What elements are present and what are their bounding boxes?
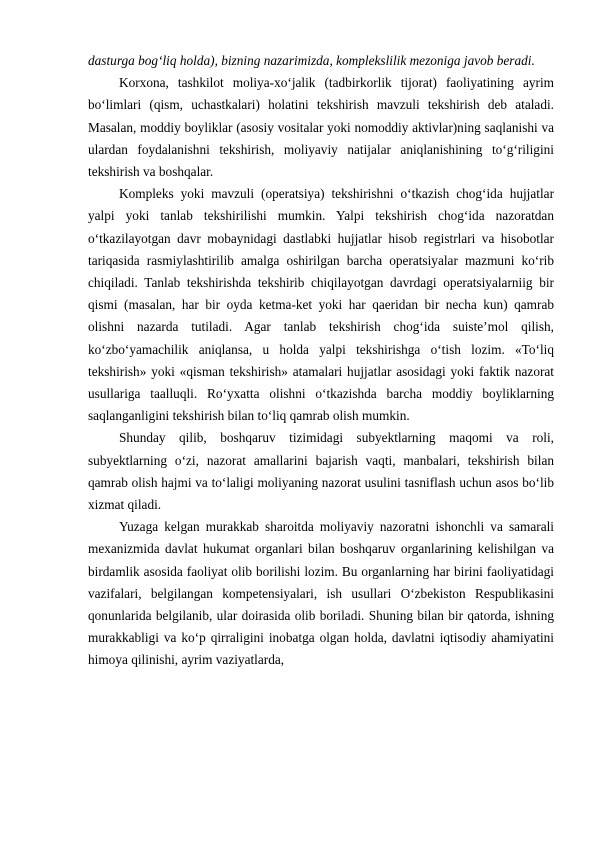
paragraph-full-selective-audit: Kompleks yoki mavzuli (operatsiya) tekshirishni o‘tkazish chog‘ida hujjatlar yalpi yoki tanlab tekshirilishi mumkin. Yalpi tekshirish chog‘ida nazoratdan o‘tkazilayotgan davr mobaynidagi dastlabki hujjatlar hisob registrlari va hisobotlar tariqasida rasmiylashtirilib amalga oshirilgan barcha operatsiyalar mazmuni ko‘rib chiqiladi. Tanlab tekshirishda tekshirib chiqilayotgan davrdagi operatsiyalarniig bir qismi (masalan, har bir oyda ketma-ket yoki har qaeridan bir necha kun) qamrab olishni nazarda tutiladi. Agar tanlab tekshirish chog‘ida suiste’mol qilish, ko‘zbo‘yamachilik aniqlansa, u holda yalpi tekshirishga o‘tish lozim. «To‘liq tekshirish» yoki «qisman tekshirish» atamalari hujjatlar asosidagi yoki faktik nazorat usullariga taalluqli. Ro‘yxatta olishni o‘tkazishda barcha moddiy boyliklarning saqlanganligini tekshirish bilan to‘liq qamrab olish mumkin. — [88, 186, 554, 424]
paragraph-control-mechanism: Yuzaga kelgan murakkab sharoitda moliyaviy nazoratni ishonchli va samarali mexanizmida davlat hukumat organlari bilan boshqaruv organlarining kelishilgan va birdamlik asosida faoliyat olib borilishi lozim. Bu organlarning har birini faoliyatidagi vazifalari, belgilangan kompetensiyalari, ish usullari O‘zbekiston Respublikasini qonunlarida belgilanib, ular doirasida olib boriladi. Shuning bilan bir qatorda, ishning murakkabligi va ko‘p qirraligini inobatga olgan holda, davlatni iqtisodiy ahamiyatini himoya qilinishi, ayrim vaziyatlarda, — [88, 519, 554, 668]
paragraph-continuation: dasturga bog‘liq holda), bizning nazarimizda, komplekslilik mezoniga javob beradi. — [88, 53, 535, 68]
paragraph-thematic-audit: Korxona, tashkilot moliya-xo‘jalik (tadbirkorlik tijorat) faoliyatining ayrim bo‘limlari (qism, uchastkalari) holatini tekshirish mavzuli tekshirish deb ataladi. Masalan, moddiy boyliklar (asosiy vositalar yoki nomoddiy aktivlar)ning saqlanishi va ulardan foydalanishni tekshirish, moliyaviy natijalar aniqlanishining to‘g‘riligini tekshirish va boshqalar. — [88, 75, 554, 180]
document-page — [88, 50, 554, 672]
paragraph-classification-basis: Shunday qilib, boshqaruv tizimidagi subyektlarning maqomi va roli, subyektlarning o‘zi, nazorat amallarini bajarish vaqti, manbalari, tekshirish bilan qamrab olish hajmi va to‘laligi moliyaning nazorat usulini tasniflash uchun asos bo‘lib xizmat qiladi. — [88, 430, 554, 513]
